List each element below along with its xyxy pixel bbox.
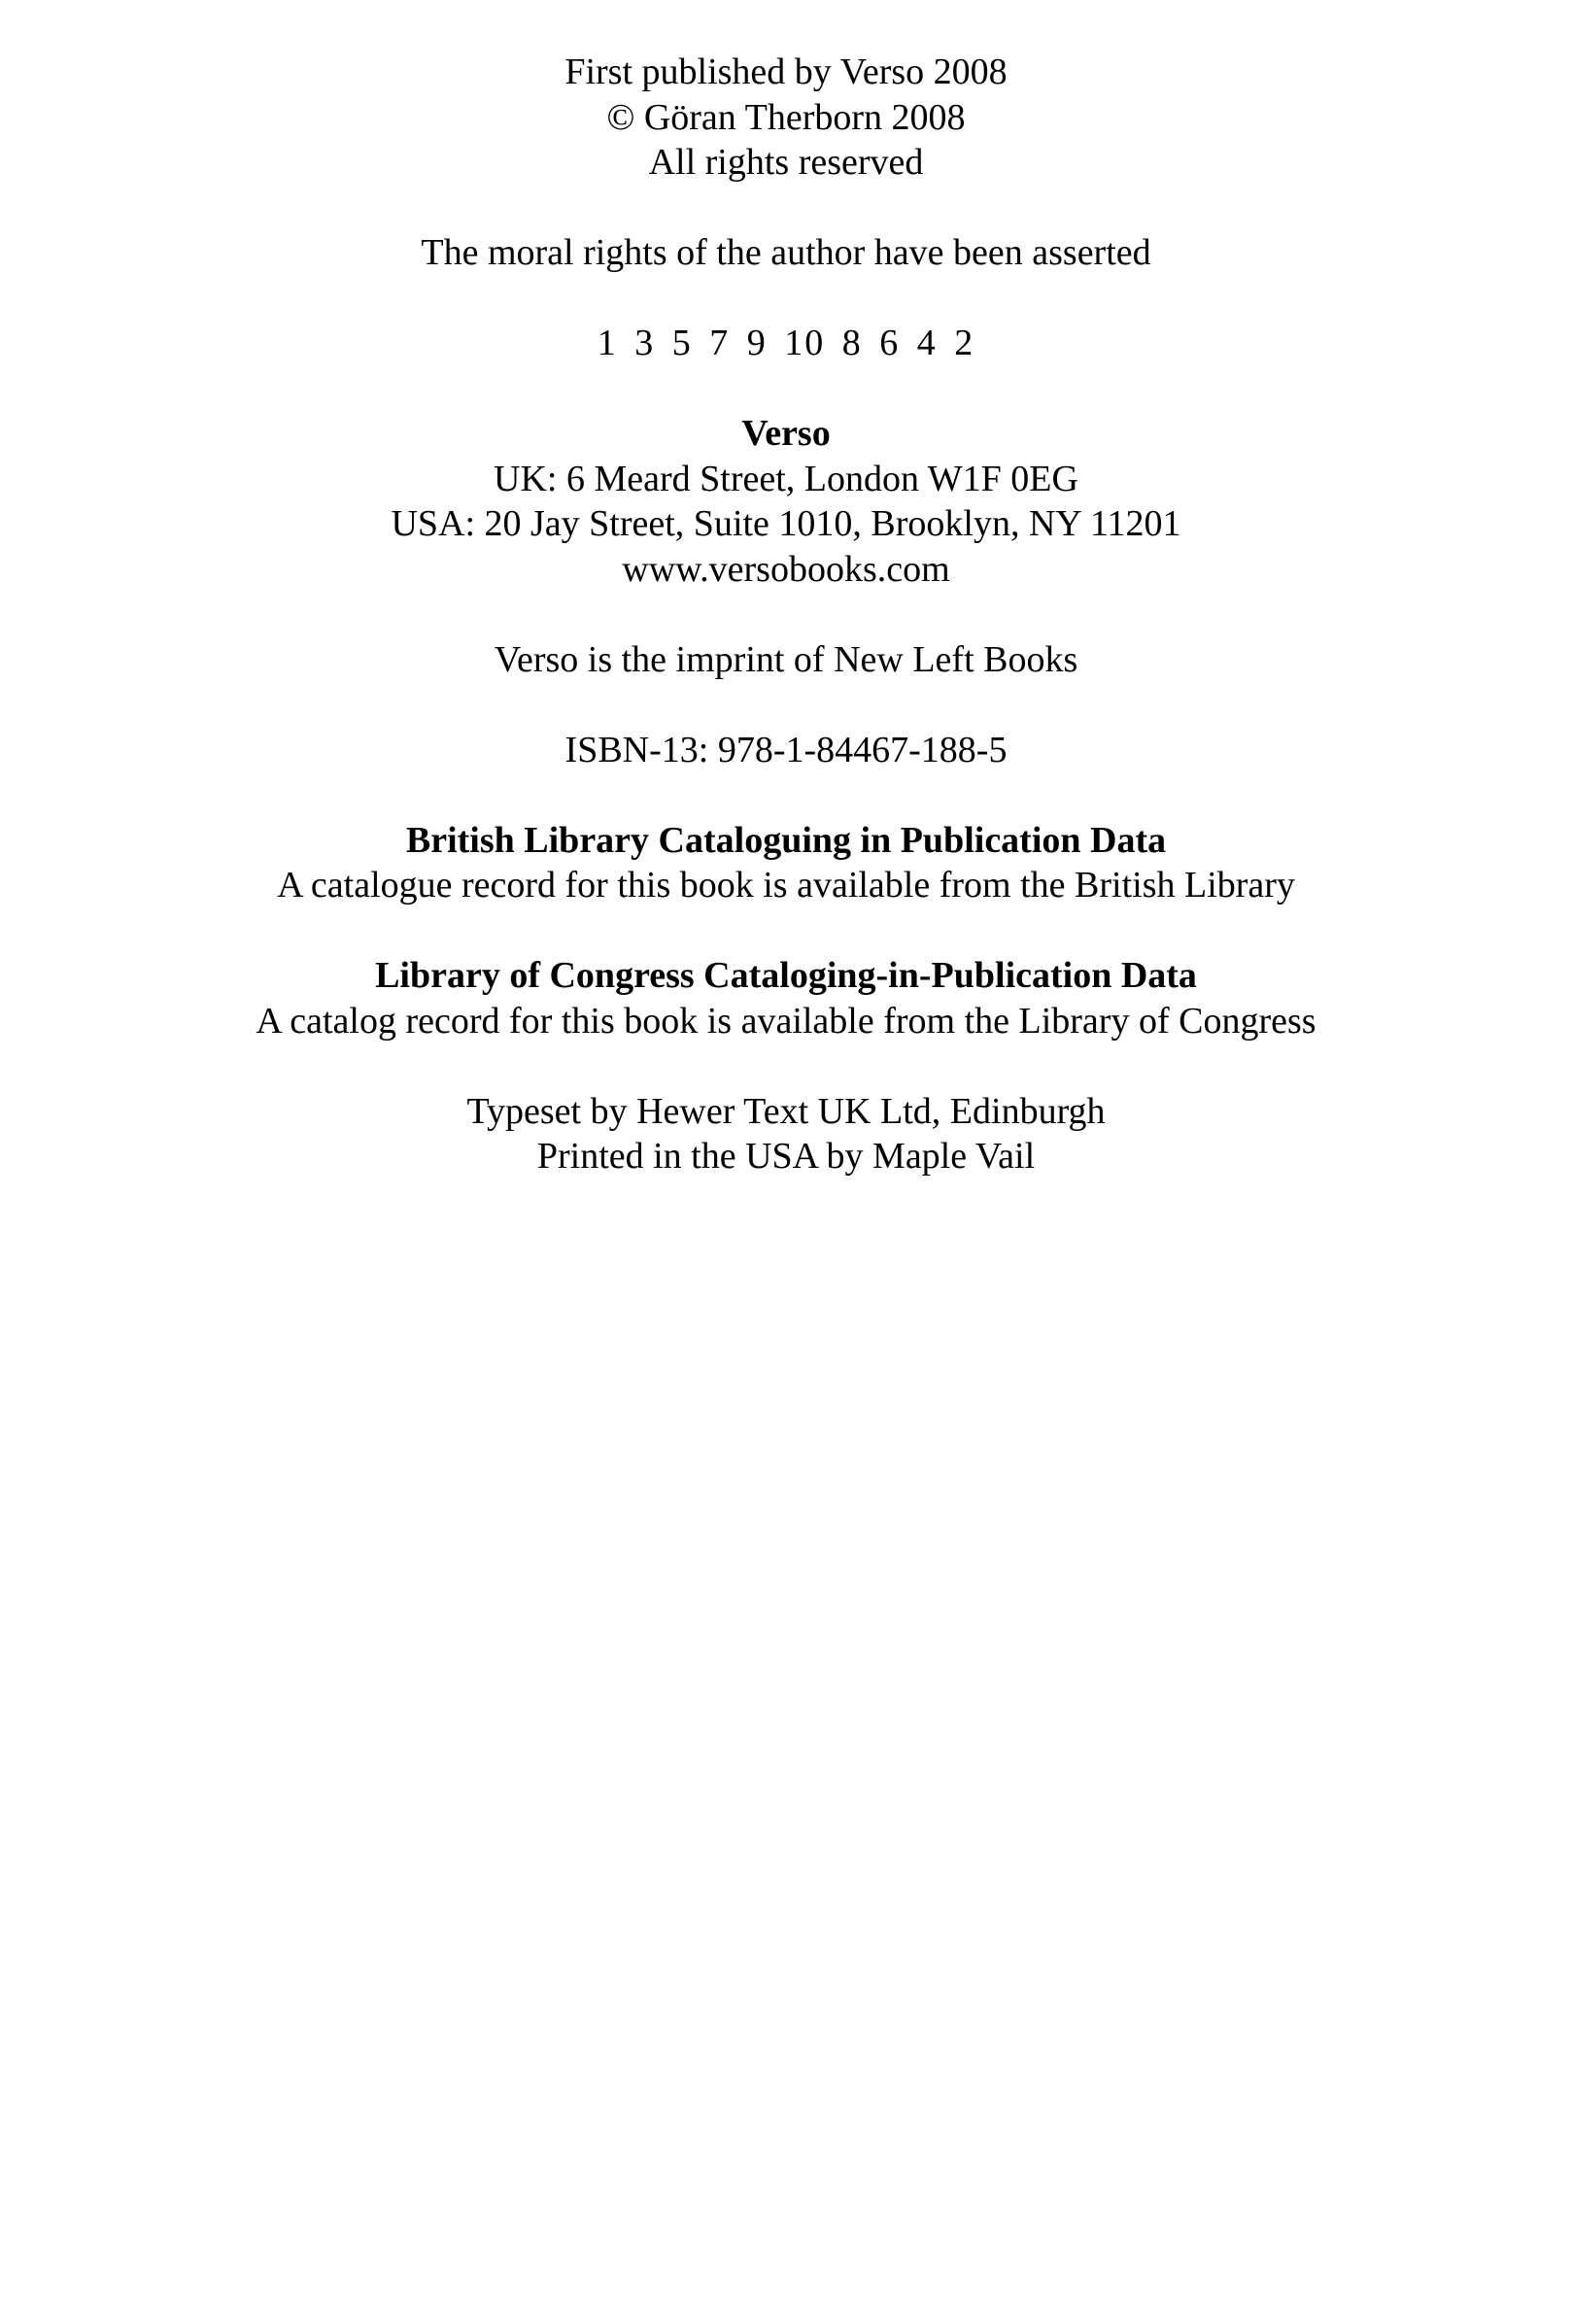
usa-address: USA: 20 Jay Street, Suite 1010, Brooklyn, NY 11201	[391, 503, 1181, 544]
library-of-congress-text: A catalog record for this book is available from the Library of Congress	[256, 1000, 1316, 1042]
library-of-congress-heading: Library of Congress Cataloging-in-Publication Data	[375, 955, 1197, 996]
publication-block	[0, 50, 1572, 186]
publisher-name: Verso	[741, 413, 831, 454]
british-library-text: A catalogue record for this book is available from the British Library	[277, 865, 1295, 906]
moral-rights-block	[0, 230, 1572, 276]
typeset-line: Typeset by Hewer Text UK Ltd, Edinburgh	[466, 1090, 1106, 1132]
isbn-line: ISBN-13: 978-1-84467-188-5	[564, 729, 1008, 770]
publisher-website: www.versobooks.com	[622, 548, 950, 590]
production-block	[0, 1089, 1572, 1179]
library-of-congress-block	[0, 953, 1572, 1043]
british-library-block	[0, 818, 1572, 908]
copyright-content	[0, 50, 1572, 1224]
imprint-block	[0, 637, 1572, 683]
printed-line: Printed in the USA by Maple Vail	[536, 1136, 1036, 1177]
first-published-line: First published by Verso 2008	[564, 51, 1008, 92]
printing-number-line: 1 3 5 7 9 10 8 6 4 2	[597, 323, 975, 363]
imprint-line: Verso is the imprint of New Left Books	[494, 638, 1078, 680]
copyright-line: © Göran Therborn 2008	[606, 96, 966, 138]
moral-rights-line: The moral rights of the author have been asserted	[421, 232, 1151, 273]
publisher-block	[0, 411, 1572, 592]
isbn-block	[0, 728, 1572, 773]
printing-line-block	[0, 321, 1572, 366]
british-library-heading: British Library Cataloguing in Publication Data	[405, 819, 1167, 861]
rights-line: All rights reserved	[648, 142, 924, 183]
uk-address: UK: 6 Meard Street, London W1F 0EG	[494, 458, 1078, 499]
